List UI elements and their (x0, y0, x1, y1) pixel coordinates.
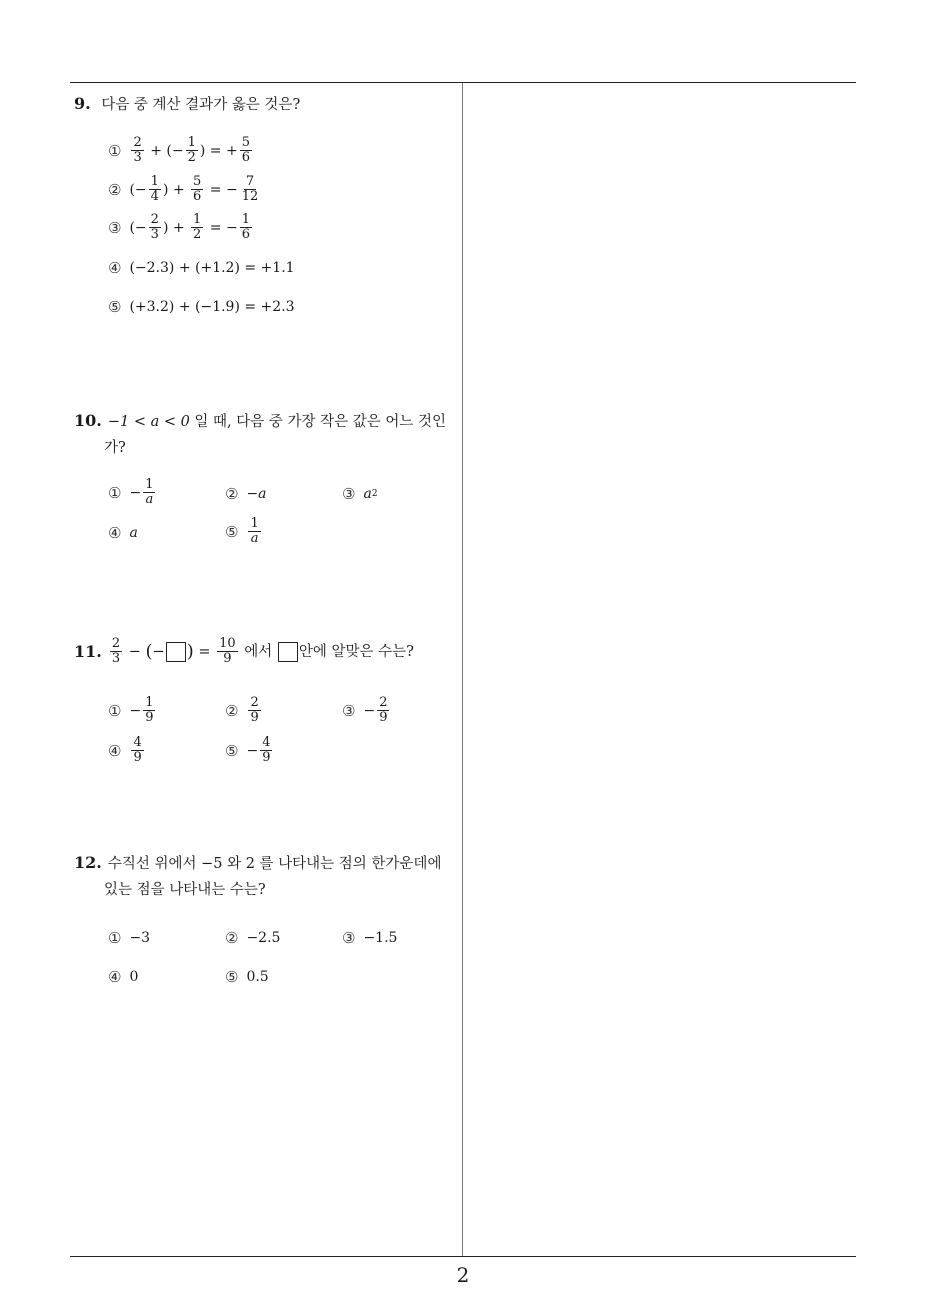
q9-option-4[interactable] (108, 259, 295, 277)
option-marker: ③ (342, 485, 356, 503)
question-stem-end: 안에 알맞은 수는? (298, 643, 414, 660)
option-marker: ③ (342, 701, 356, 720)
option-text: (+3.2) + (−1.9) = +2.3 (129, 299, 295, 315)
option-text: a (129, 525, 138, 541)
question-9 (74, 91, 458, 118)
q10-option-2[interactable] (225, 485, 267, 503)
option-text: 0 (129, 969, 139, 985)
option-marker: ④ (108, 524, 122, 542)
option-marker: ⑤ (225, 741, 239, 760)
column-divider (462, 83, 463, 1257)
option-marker: ① (108, 483, 122, 502)
question-number: 12. (74, 853, 102, 872)
answer-box (166, 642, 186, 662)
option-math: − $\frac{2}{9}$ (363, 695, 388, 725)
question-number: 11. (74, 641, 102, 661)
option-math: $\frac{2}{3}$ + (− $\frac{1}{2}$ ) = + $\frac{5}{6}$ (133, 135, 250, 165)
option-marker: ⑤ (225, 968, 239, 986)
q11-option-2[interactable] (225, 696, 263, 725)
option-math: $\frac{2}{9}$ (250, 695, 259, 725)
option-marker: ④ (108, 259, 122, 277)
q12-option-3[interactable] (342, 929, 397, 947)
question-10 (74, 408, 458, 461)
question-math: −1 < a < 0 (107, 414, 190, 430)
option-marker: ① (108, 701, 122, 720)
option-marker: ① (108, 929, 122, 947)
option-math: − $\frac{4}{9}$ (246, 735, 271, 765)
q12-option-4[interactable] (108, 968, 138, 986)
question-stem: 일 때, 다음 중 가장 작은 값은 어느 것인 (189, 414, 447, 430)
q12-option-1[interactable] (108, 929, 150, 947)
option-math: $\frac{1}{a}$ (250, 516, 259, 546)
option-math: − $\frac{1}{9}$ (129, 695, 154, 725)
option-math: (− $\frac{2}{3}$ ) + $\frac{1}{2}$ = − $\frac{1}{6}$ (129, 212, 250, 242)
question-stem: 에서 (239, 643, 277, 660)
option-text: −a (246, 486, 267, 502)
option-text: −2.5 (246, 930, 281, 946)
option-marker: ① (108, 141, 122, 160)
option-marker: ⑤ (225, 522, 239, 541)
q10-option-1[interactable] (108, 478, 157, 507)
option-marker: ② (108, 180, 122, 199)
option-math: $\frac{4}{9}$ (133, 735, 142, 765)
option-marker: ③ (108, 218, 122, 237)
q9-option-3[interactable] (108, 213, 254, 242)
top-rule (70, 82, 856, 83)
q11-option-5[interactable] (225, 736, 274, 765)
q10-option-5[interactable] (225, 517, 263, 546)
question-stem: 수직선 위에서 −5 와 2 를 나타내는 점의 한가운데에 (107, 856, 442, 872)
question-12 (74, 850, 458, 903)
option-text: −3 (129, 930, 151, 946)
answer-box (278, 642, 298, 662)
bottom-rule (70, 1256, 856, 1257)
q11-option-3[interactable] (342, 696, 391, 725)
option-marker: ② (225, 929, 239, 947)
question-stem-cont: 가? (104, 440, 126, 456)
q10-option-3[interactable] (342, 485, 378, 503)
question-stem-cont: 있는 점을 나타내는 수는? (104, 882, 266, 898)
q11-option-1[interactable] (108, 696, 157, 725)
option-marker: ④ (108, 741, 122, 760)
option-marker: ② (225, 485, 239, 503)
option-math: (− $\frac{1}{4}$ ) + $\frac{5}{6}$ = − $\frac{7}{12}$ (129, 174, 259, 204)
question-11 (74, 637, 458, 666)
option-marker: ⑤ (108, 298, 122, 316)
option-marker: ④ (108, 968, 122, 986)
option-math: − $\frac{1}{a}$ (129, 477, 154, 507)
question-stem: 다음 중 계산 결과가 옳은 것은? (101, 97, 301, 113)
option-text: (−2.3) + (+1.2) = +1.1 (129, 260, 295, 276)
q9-option-2[interactable] (108, 175, 262, 204)
option-marker: ② (225, 701, 239, 720)
option-text: −1.5 (363, 930, 398, 946)
q9-option-5[interactable] (108, 298, 295, 316)
option-marker: ③ (342, 929, 356, 947)
question-number: 10. (74, 411, 102, 430)
page-number: 2 (456, 1263, 470, 1287)
question-number: 9. (74, 94, 91, 113)
option-text: 0.5 (246, 969, 269, 985)
option-base: a (363, 486, 372, 502)
q11-option-4[interactable] (108, 736, 146, 765)
option-exponent: 2 (371, 489, 378, 499)
q12-option-2[interactable] (225, 929, 280, 947)
q9-option-1[interactable] (108, 136, 254, 165)
q10-option-4[interactable] (108, 524, 138, 542)
q12-option-5[interactable] (225, 968, 269, 986)
question-math: $\frac{2}{3}$ − ( − ) = $\frac{10}{9}$ (111, 636, 236, 666)
